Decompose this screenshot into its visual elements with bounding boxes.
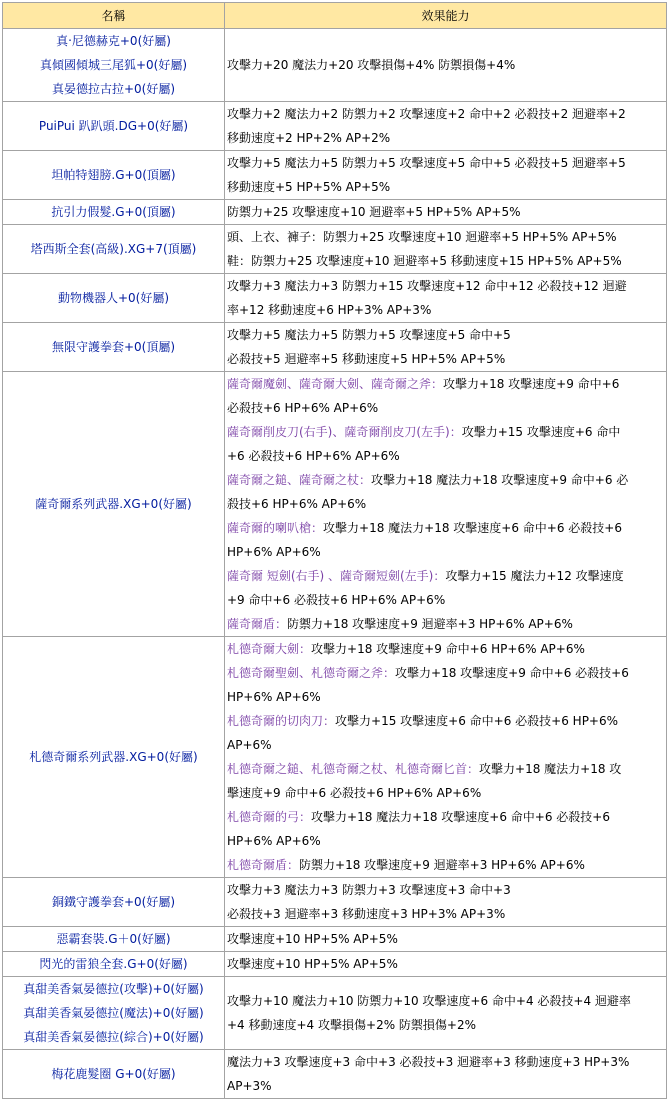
effect-line [227, 540, 664, 564]
table-row [3, 274, 667, 323]
effect-text: 攻擊力+2 魔法力+2 防禦力+2 攻擊速度+2 命中+2 必殺技+2 迴避率+2 [227, 107, 626, 121]
effect-line [227, 298, 664, 322]
effect-line [227, 225, 664, 249]
effect-text: 攻擊力+20 魔法力+20 攻擊損傷+4% 防禦損傷+4% [227, 58, 516, 72]
item-name: 真甜美香氣晏德拉(魔法)+0(好屬) [23, 1006, 204, 1020]
item-effect-cell [225, 372, 667, 637]
item-name-cell [3, 927, 225, 952]
effect-text: 攻擊力+18 魔法力+18 攻 [479, 762, 622, 776]
effect-text: 攻擊力+18 魔法力+18 攻擊速度+6 命中+6 必殺技+6 [311, 810, 610, 824]
effect-line [227, 1013, 664, 1037]
effect-line [227, 126, 664, 150]
item-name: 閃光的雷狼全套.G+0(好屬) [39, 957, 188, 971]
effect-text: AP+6% [227, 738, 272, 752]
effect-text: 鞋：防禦力+25 攻擊速度+10 迴避率+5 移動速度+15 HP+5% AP+5% [227, 254, 622, 268]
effect-text: HP+6% AP+6% [227, 834, 321, 848]
effect-line [227, 323, 664, 347]
effect-line [227, 588, 664, 612]
effect-label: 薩奇爾削皮刀(右手)、薩奇爾削皮刀(左手)： [227, 425, 462, 439]
table-row [3, 225, 667, 274]
effect-text: HP+6% AP+6% [227, 545, 321, 559]
effect-line [227, 781, 664, 805]
effect-text: 魔法力+3 攻擊速度+3 命中+3 必殺技+3 迴避率+3 移動速度+3 HP+3% [227, 1055, 630, 1069]
table-row [3, 29, 667, 102]
table-row [3, 372, 667, 637]
item-effect-cell [225, 29, 667, 102]
effect-line [227, 175, 664, 199]
effect-text: 殺技+6 HP+6% AP+6% [227, 497, 367, 511]
item-name: 真甜美香氣晏德拉(綜合)+0(好屬) [23, 1030, 204, 1044]
effect-line [227, 661, 664, 685]
equipment-table [2, 2, 667, 1099]
table-row [3, 1050, 667, 1099]
effect-line [227, 372, 664, 396]
effect-text: 攻擊速度+10 HP+5% AP+5% [227, 957, 398, 971]
effect-text: 攻擊力+10 魔法力+10 防禦力+10 攻擊速度+6 命中+4 必殺技+4 迴避率 [227, 994, 631, 1008]
effect-text: 攻擊力+5 魔法力+5 防禦力+5 攻擊速度+5 命中+5 必殺技+5 迴避率+5 [227, 156, 626, 170]
effect-text: 防禦力+18 攻擊速度+9 迴避率+3 HP+6% AP+6% [287, 617, 573, 631]
item-name: 札德奇爾系列武器.XG+0(好屬) [29, 750, 198, 764]
effect-line [227, 396, 664, 420]
effect-text: HP+6% AP+6% [227, 690, 321, 704]
header-effect: 效果能力 [225, 3, 667, 29]
item-name-cell [3, 323, 225, 372]
effect-line [227, 249, 664, 273]
effect-text: 頭、上衣、褲子：防禦力+25 攻擊速度+10 迴避率+5 HP+5% AP+5% [227, 230, 617, 244]
effect-line [227, 492, 664, 516]
effect-text: 攻擊力+18 魔法力+18 攻擊速度+6 命中+6 必殺技+6 [323, 521, 622, 535]
effect-label: 札德奇爾的切肉刀： [227, 714, 336, 728]
item-name-cell [3, 952, 225, 977]
effect-label: 薩奇爾魔劍、薩奇爾大劍、薩奇爾之斧： [227, 377, 444, 391]
table-row [3, 952, 667, 977]
item-name: PuiPui 趴趴頭.DG+0(好屬) [38, 119, 189, 133]
item-name-cell [3, 372, 225, 637]
table-row [3, 102, 667, 151]
effect-line [227, 200, 664, 224]
item-effect-cell [225, 225, 667, 274]
item-name: 真傾國傾城三尾狐+0(好屬) [39, 58, 188, 72]
item-effect-cell [225, 200, 667, 225]
header-name: 名稱 [3, 3, 225, 29]
item-name-cell [3, 878, 225, 927]
effect-label: 札德奇爾盾： [227, 858, 300, 872]
effect-text: 必殺技+5 迴避率+5 移動速度+5 HP+5% AP+5% [227, 352, 506, 366]
effect-text: 攻擊速度+10 HP+5% AP+5% [227, 932, 398, 946]
item-effect-cell [225, 1050, 667, 1099]
effect-text: 攻擊力+5 魔法力+5 防禦力+5 攻擊速度+5 命中+5 [227, 328, 511, 342]
item-name: 真甜美香氣晏德拉(攻擊)+0(好屬) [23, 982, 204, 996]
item-name-cell [3, 225, 225, 274]
effect-text: 移動速度+2 HP+2% AP+2% [227, 131, 391, 145]
effect-line [227, 1074, 664, 1098]
item-effect-cell [225, 274, 667, 323]
table-row [3, 977, 667, 1050]
table-row [3, 323, 667, 372]
item-name: 抗引力假髮.G+0(頂屬) [51, 205, 176, 219]
effect-line [227, 853, 664, 877]
effect-label: 札德奇爾聖劍、札德奇爾之斧： [227, 666, 396, 680]
item-effect-cell [225, 952, 667, 977]
effect-line [227, 468, 664, 492]
effect-text: AP+3% [227, 1079, 272, 1093]
table-body [3, 29, 667, 1099]
effect-line [227, 733, 664, 757]
effect-label: 薩奇爾的喇叭槍： [227, 521, 324, 535]
item-name-cell [3, 274, 225, 323]
item-name-cell [3, 29, 225, 102]
effect-text: 攻擊力+18 攻擊速度+9 命中+6 [443, 377, 620, 391]
effect-text: 攻擊力+15 攻擊速度+6 命中+6 必殺技+6 HP+6% [335, 714, 619, 728]
effect-line [227, 637, 664, 661]
effect-label: 札德奇爾的弓： [227, 810, 312, 824]
effect-text: 率+12 移動速度+6 HP+3% AP+3% [227, 303, 432, 317]
table-row [3, 151, 667, 200]
header-row [3, 3, 667, 29]
effect-line [227, 989, 664, 1013]
effect-line [227, 685, 664, 709]
effect-line [227, 878, 664, 902]
item-name: 梅花鹿髮圈 G+0(好屬) [51, 1067, 176, 1081]
effect-line [227, 709, 664, 733]
effect-text: 移動速度+5 HP+5% AP+5% [227, 180, 391, 194]
item-effect-cell [225, 323, 667, 372]
item-name: 薩奇爾系列武器.XG+0(好屬) [35, 497, 192, 511]
effect-label: 札德奇爾之鎚、札德奇爾之杖、札德奇爾匕首： [227, 762, 480, 776]
effect-label: 薩奇爾之鎚、薩奇爾之杖： [227, 473, 372, 487]
item-name-cell [3, 977, 225, 1050]
effect-text: 攻擊力+15 魔法力+12 攻擊速度 [445, 569, 624, 583]
effect-line [227, 757, 664, 781]
effect-text: +6 必殺技+6 HP+6% AP+6% [227, 449, 400, 463]
effect-line [227, 444, 664, 468]
item-name: 銅鐵守護拳套+0(好屬) [51, 895, 176, 909]
effect-label: 薩奇爾盾： [227, 617, 288, 631]
table-row [3, 637, 667, 878]
item-name-cell [3, 1050, 225, 1099]
table-row [3, 200, 667, 225]
effect-text: 防禦力+25 攻擊速度+10 迴避率+5 HP+5% AP+5% [227, 205, 521, 219]
effect-line [227, 347, 664, 371]
effect-line [227, 516, 664, 540]
effect-line [227, 564, 664, 588]
item-effect-cell [225, 637, 667, 878]
effect-text: +4 移動速度+4 攻擊損傷+2% 防禦損傷+2% [227, 1018, 477, 1032]
effect-text: 防禦力+18 攻擊速度+9 迴避率+3 HP+6% AP+6% [299, 858, 585, 872]
item-name-cell [3, 151, 225, 200]
effect-text: 擊速度+9 命中+6 必殺技+6 HP+6% AP+6% [227, 786, 482, 800]
item-effect-cell [225, 927, 667, 952]
item-name: 真‧尼德赫克+0(好屬) [56, 34, 171, 48]
table-row [3, 927, 667, 952]
effect-line [227, 805, 664, 829]
table-row [3, 878, 667, 927]
item-name-cell [3, 637, 225, 878]
item-name: 坦帕特翅膀.G+0(頂屬) [51, 168, 176, 182]
effect-label: 薩奇爾 短劍(右手) 、薩奇爾短劍(左手)： [227, 569, 446, 583]
item-name: 惡霸套裝.G＋0(好屬) [56, 932, 171, 946]
item-name-cell [3, 200, 225, 225]
effect-text: 必殺技+6 HP+6% AP+6% [227, 401, 379, 415]
effect-line [227, 829, 664, 853]
effect-line [227, 53, 664, 77]
effect-text: 攻擊力+15 攻擊速度+6 命中 [461, 425, 621, 439]
effect-line [227, 952, 664, 976]
effect-line [227, 902, 664, 926]
item-name: 塔西斯全套(高級).XG+7(頂屬) [30, 242, 197, 256]
effect-text: 攻擊力+3 魔法力+3 防禦力+15 攻擊速度+12 命中+12 必殺技+12 迴避 [227, 279, 627, 293]
item-effect-cell [225, 151, 667, 200]
effect-line [227, 1050, 664, 1074]
effect-text: 攻擊力+18 魔法力+18 攻擊速度+9 命中+6 必 [371, 473, 629, 487]
effect-line [227, 420, 664, 444]
effect-line [227, 151, 664, 175]
effect-line [227, 274, 664, 298]
effect-line [227, 102, 664, 126]
effect-text: 必殺技+3 迴避率+3 移動速度+3 HP+3% AP+3% [227, 907, 506, 921]
effect-text: 攻擊力+3 魔法力+3 防禦力+3 攻擊速度+3 命中+3 [227, 883, 511, 897]
item-effect-cell [225, 878, 667, 927]
effect-text: 攻擊力+18 攻擊速度+9 命中+6 必殺技+6 [395, 666, 629, 680]
item-name-cell [3, 102, 225, 151]
item-name: 動物機器人+0(好屬) [57, 291, 170, 305]
item-name: 真晏德拉古拉+0(好屬) [51, 82, 176, 96]
effect-text: 攻擊力+18 攻擊速度+9 命中+6 HP+6% AP+6% [311, 642, 585, 656]
effect-line [227, 612, 664, 636]
effect-label: 札德奇爾大劍： [227, 642, 312, 656]
item-name: 無限守護拳套+0(頂屬) [51, 340, 176, 354]
effect-line [227, 927, 664, 951]
effect-text: +9 命中+6 必殺技+6 HP+6% AP+6% [227, 593, 446, 607]
item-effect-cell [225, 977, 667, 1050]
item-effect-cell [225, 102, 667, 151]
